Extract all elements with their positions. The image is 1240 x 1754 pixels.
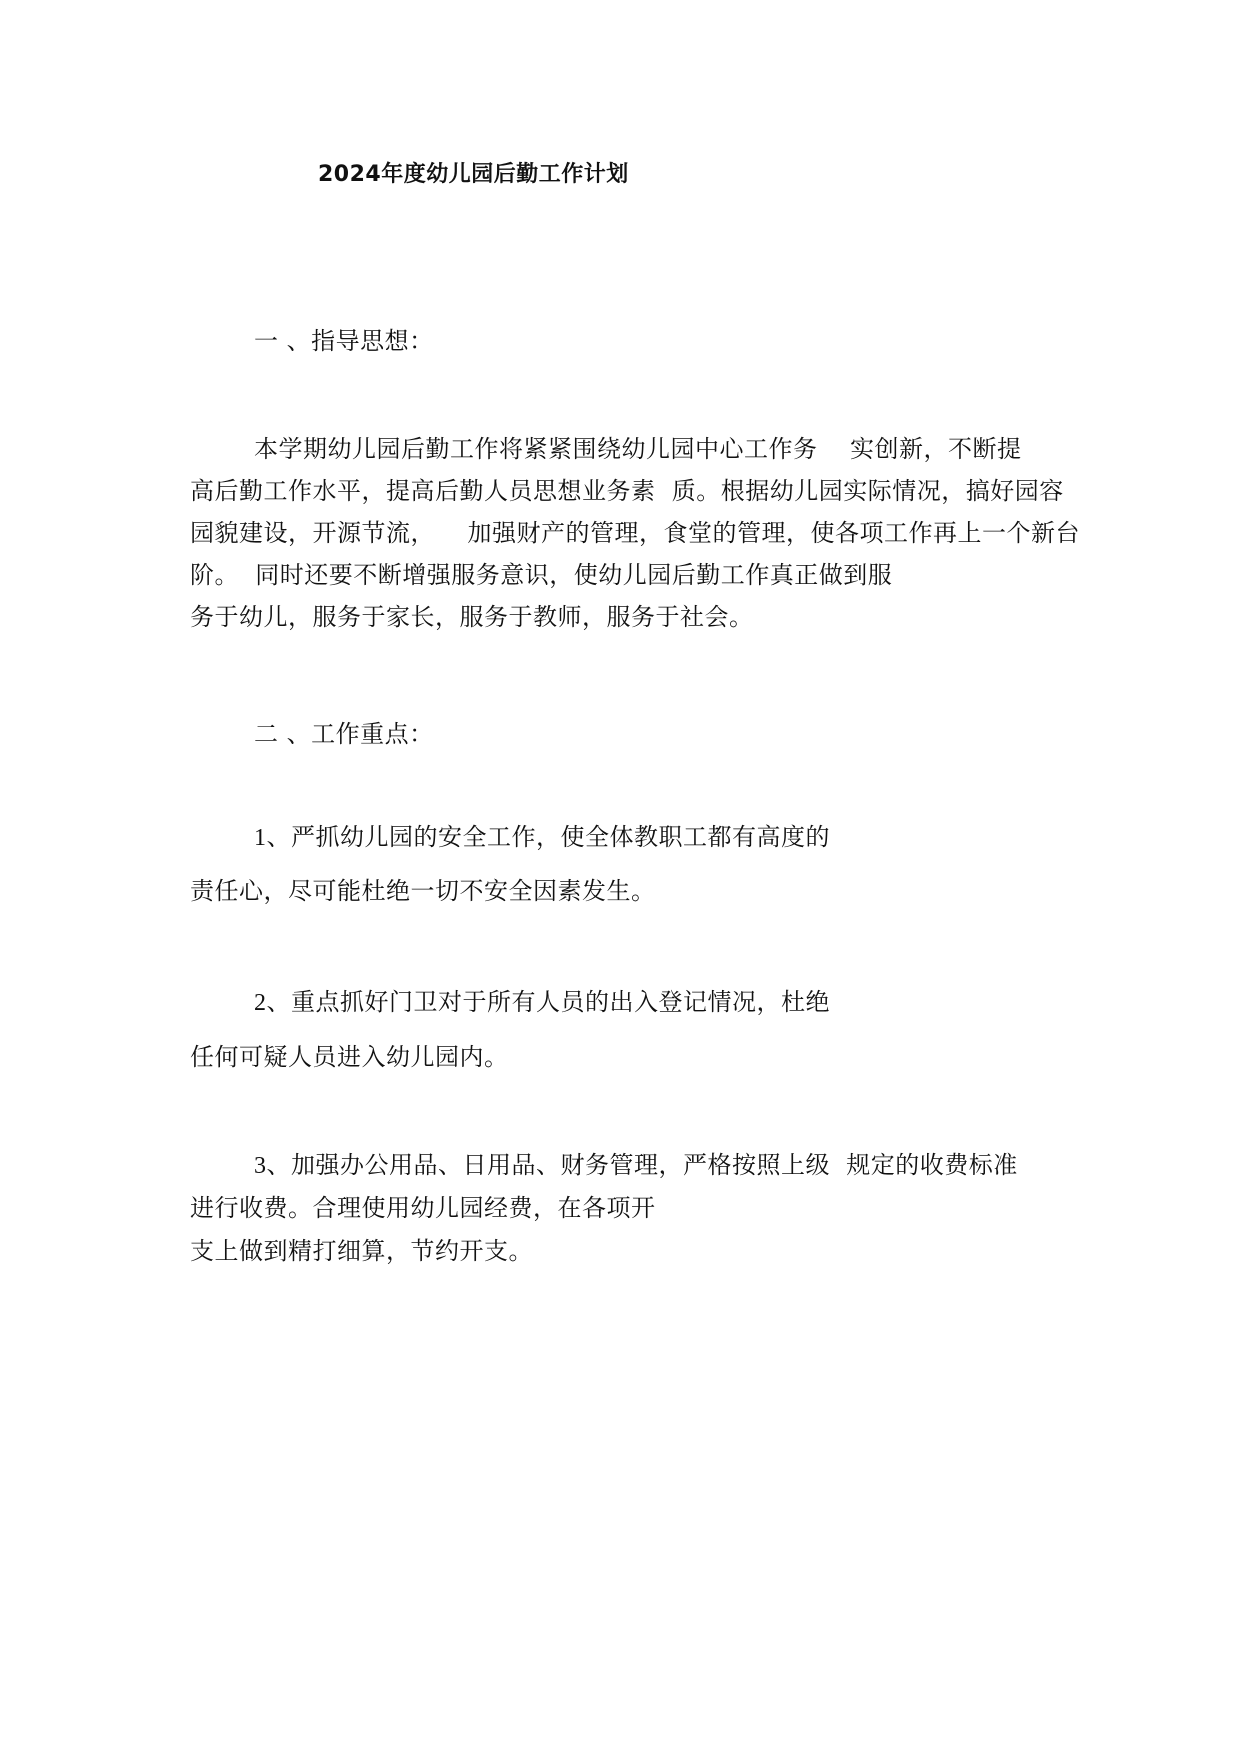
item-text: 支上做到精打细算，节约开支。 [190, 1237, 533, 1265]
paragraph-line: 本学期幼儿园后勤工作将紧紧围绕幼儿园中心工作务 实创新，不断提 [254, 435, 1022, 463]
list-item-first-line [254, 1150, 1018, 1181]
paragraph-line: 高后勤工作水平，提高后勤人员思想业务素 质。根据幼儿园实际情况，搞好园容 [190, 477, 1064, 505]
item-text: 进行收费。合理使用幼儿园经费，在各项开 [190, 1194, 656, 1222]
item-text: 、严抓幼儿园的安全工作，使全体教职工都有高度的 [266, 823, 830, 851]
item-text: 、加强办公用品、日用品、财务管理，严格按照上级 规定的收费标准 [266, 1151, 1018, 1179]
document-title: 2024年度幼儿园后勤工作计划 [318, 162, 629, 187]
list-item-first-line [254, 987, 830, 1018]
paragraph-line: 园貌建设，开源节流， 加强财产的管理，食堂的管理，使各项工作再上一个新台 [190, 519, 1081, 547]
item-text: 、重点抓好门卫对于所有人员的出入登记情况，杜绝 [266, 988, 830, 1016]
item-number: 2 [254, 990, 267, 1016]
section-2-heading: 二 、工作重点： [254, 720, 434, 748]
item-number: 3 [254, 1153, 267, 1179]
item-text: 任何可疑人员进入幼儿园内。 [190, 1043, 509, 1071]
section-1-heading: 一 、指导思想： [254, 327, 434, 355]
item-text: 责任心，尽可能杜绝一切不安全因素发生。 [190, 877, 656, 905]
item-number: 1 [254, 825, 267, 851]
list-item-first-line [254, 822, 830, 853]
paragraph-line: 务于幼儿，服务于家长，服务于教师，服务于社会。 [190, 603, 754, 631]
paragraph-line: 阶。 同时还要不断增强服务意识，使幼儿园后勤工作真正做到服 [190, 561, 893, 589]
